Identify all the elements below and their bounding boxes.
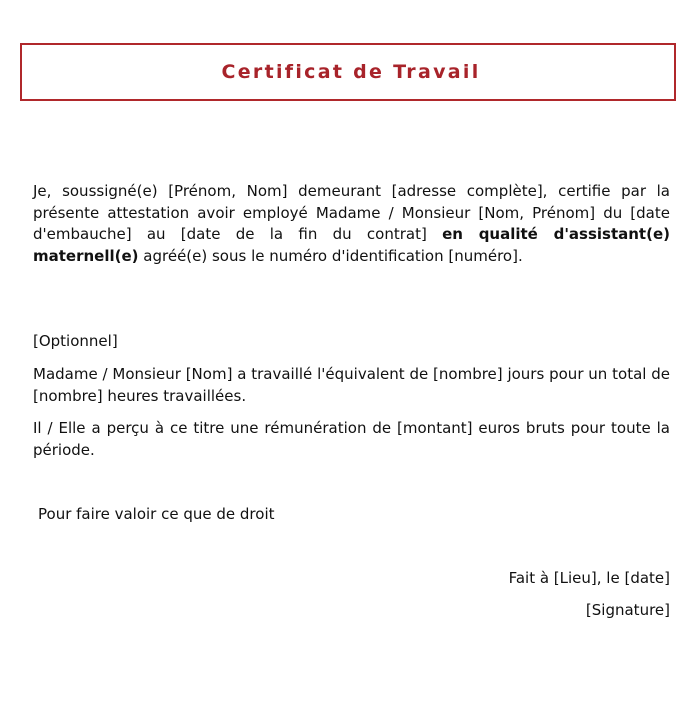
valoir-line: Pour faire valoir ce que de droit xyxy=(38,505,275,523)
optional-label: [Optionnel] xyxy=(33,332,118,350)
main-paragraph-text-after: agréé(e) sous le numéro d'identification [numéro]. xyxy=(138,246,523,265)
main-paragraph-text-before: Je, soussigné(e) [Prénom, Nom] demeurant [adresse complète], certifie par la présente attestation avoir employé Madame / Monsieur [Nom, Prénom] du [date d'embauche] au [date de la fin du contrat] xyxy=(33,182,670,243)
title-box xyxy=(20,43,676,101)
main-paragraph xyxy=(33,181,670,267)
days-paragraph: Madame / Monsieur [Nom] a travaillé l'équivalent de [nombre] jours pour un total de [nombre] heures travaillées. xyxy=(33,365,670,405)
document-title: Certificat de Travail xyxy=(221,61,481,83)
signature-line: [Signature] xyxy=(585,601,670,619)
main-paragraph-bold: en qualité d'assistant(e) maternell(e) xyxy=(33,225,670,265)
pay-paragraph: Il / Elle a perçu à ce titre une rémunération de [montant] euros bruts pour toute la période. xyxy=(33,419,670,459)
place-date-line: Fait à [Lieu], le [date] xyxy=(508,569,670,587)
